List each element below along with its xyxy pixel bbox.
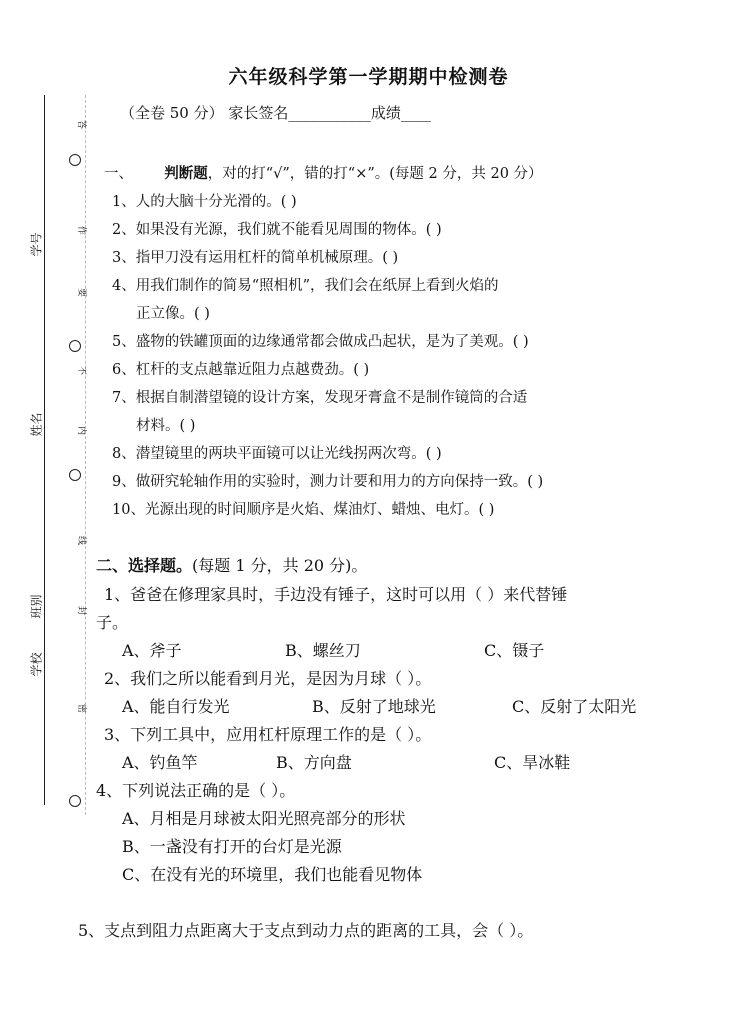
- subtitle: （全卷 50 分） 家长签名___________成绩____: [120, 104, 431, 122]
- judge-item-7-cont: 材料。( ): [136, 418, 196, 434]
- section1-title: 判断题: [164, 165, 208, 182]
- q4-option-c: C、在没有光的环境里，我们也能看见物体: [122, 865, 423, 884]
- label-class: 班别: [29, 594, 44, 619]
- judge-item-10: 10、光源出现的时间顺序是火焰、煤油灯、蜡烛、电灯。( ): [112, 502, 495, 518]
- q2-option-b: B、反射了地球光: [312, 697, 436, 716]
- q1-option-c: C、镊子: [484, 641, 545, 660]
- choice-q1-cont: 子。: [96, 613, 129, 632]
- q3-option-c: C、旱冰鞋: [494, 753, 571, 772]
- punch-hole: [69, 795, 81, 807]
- q4-option-b: B、一盏没有打开的台灯是光源: [122, 837, 342, 856]
- choice-q1: 1、爸爸在修理家具时，手边没有锤子，这时可以用（ ）来代替锤: [104, 585, 568, 604]
- judge-item-4-cont: 正立像。( ): [136, 306, 210, 322]
- punch-hole: [69, 340, 81, 352]
- choice-q5: 5、支点到阻力点距离大于支点到动力点的距离的工具，会（ ）。: [78, 921, 534, 940]
- choice-q2: 2、我们之所以能看到月光，是因为月球（ ）。: [104, 669, 432, 688]
- seal-char: 答: [76, 119, 87, 130]
- judge-item-9: 9、做研究轮轴作用的实验时，测力计要和用力的方向保持一致。( ): [112, 474, 544, 490]
- q4-option-a: A、月相是月球被太阳光照亮部分的形状: [122, 809, 406, 828]
- seal-char: 封: [76, 605, 87, 616]
- seal-char: 要: [76, 287, 87, 298]
- judge-item-8: 8、潜望镜里的两块平面镜可以让光线拐两次弯。( ): [112, 446, 442, 462]
- section2-title: 二、选择题。: [96, 556, 193, 575]
- choice-q4: 4、下列说法正确的是（ ）。: [96, 781, 296, 800]
- q2-option-c: C、反射了太阳光: [512, 697, 637, 716]
- punch-hole: [69, 154, 81, 166]
- q2-option-a: A、能自行发光: [122, 697, 230, 716]
- seal-char: 内: [76, 425, 87, 436]
- label-student-number: 学号: [29, 232, 44, 257]
- seal-char: 线: [76, 535, 87, 546]
- q1-option-b: B、螺丝刀: [285, 641, 361, 660]
- section2-instructions: (每题 1 分，共 20 分)。: [192, 556, 368, 575]
- label-school: 学校: [29, 652, 44, 677]
- judge-item-1: 1、人的大脑十分光滑的。( ): [112, 194, 297, 210]
- section1-number: 一、: [104, 166, 133, 182]
- judge-item-6: 6、杠杆的支点越靠近阻力点越费劲。( ): [112, 362, 370, 378]
- seal-char: 密: [76, 703, 87, 714]
- q3-option-b: B、方向盘: [276, 753, 352, 772]
- judge-item-3: 3、指甲刀没有运用杠杆的简单机械原理。( ): [112, 250, 399, 266]
- q3-option-a: A、钓鱼竿: [122, 753, 198, 772]
- section2-heading: [96, 553, 367, 576]
- margin-line: [44, 95, 45, 805]
- seal-char: 不: [76, 365, 87, 376]
- seal-char: 作: [76, 225, 87, 236]
- judge-item-4: 4、用我们制作的简易“照相机”，我们会在纸屏上看到火焰的: [112, 278, 499, 294]
- judge-item-5: 5、盛物的铁罐顶面的边缘通常都会做成凸起状，是为了美观。( ): [112, 334, 529, 350]
- section1-instructions: ，对的打“√”，错的打“×”。(每题 2 分，共 20 分）: [207, 166, 543, 182]
- judge-item-7: 7、根据自制潜望镜的设计方案，发现牙膏盒不是制作镜筒的合适: [112, 390, 528, 406]
- punch-hole: [69, 469, 81, 481]
- label-name: 姓名: [29, 412, 44, 437]
- page-title: 六年级科学第一学期期中检测卷: [228, 66, 509, 88]
- choice-q3: 3、下列工具中，应用杠杆原理工作的是（ ）。: [104, 725, 432, 744]
- section1-heading: [104, 162, 543, 183]
- q1-option-a: A、斧子: [122, 641, 182, 660]
- judge-item-2: 2、如果没有光源，我们就不能看见周围的物体。( ): [112, 222, 442, 238]
